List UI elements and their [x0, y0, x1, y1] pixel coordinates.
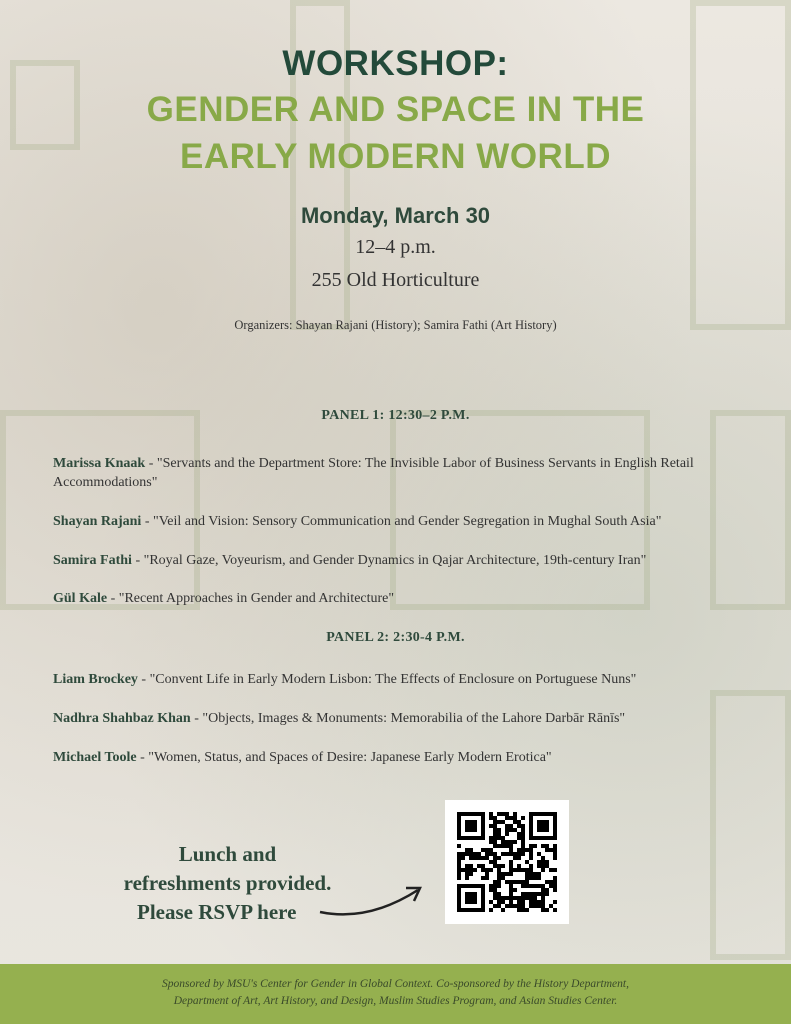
event-location: 255 Old Horticulture [311, 269, 480, 291]
speaker: Samira Fathi [53, 553, 132, 568]
speaker: Liam Brockey [53, 672, 138, 687]
talk-item [53, 551, 743, 570]
title-workshop: WORKSHOP: [282, 44, 509, 83]
speaker: Gül Kale [53, 591, 108, 606]
footer-line: Sponsored by MSU's Center for Gender in Global Context. Co-sponsored by the History Department, [162, 978, 629, 990]
title-line-3: EARLY MODERN WORLD [180, 137, 611, 176]
sponsor-footer [0, 964, 791, 1024]
organizers: Organizers: Shayan Rajani (History); Samira Fathi (Art History) [234, 318, 557, 332]
talk-item [53, 748, 743, 767]
talk-title: - "Objects, Images & Monuments: Memorabilia of the Lahore Darbār Rānīs" [190, 711, 626, 726]
arrow-icon [318, 870, 428, 920]
speaker: Marissa Knaak [53, 456, 146, 471]
talk-item [53, 670, 743, 689]
talk-title: - "Convent Life in Early Modern Lisbon: The Effects of Enclosure on Portuguese Nuns" [137, 672, 637, 687]
speaker: Michael Toole [53, 750, 137, 765]
speaker: Nadhra Shahbaz Khan [53, 711, 191, 726]
talk-title: - "Royal Gaze, Voyeurism, and Gender Dynamics in Qajar Architecture, 19th-century Iran" [131, 553, 647, 568]
rsvp-line: refreshments provided. [123, 871, 332, 895]
event-time: 12–4 p.m. [355, 236, 436, 258]
footer-line: Department of Art, Art History, and Design, Muslim Studies Program, and Asian Studies Center. [173, 995, 618, 1007]
panel-2-heading: PANEL 2: 2:30-4 P.M. [326, 630, 465, 645]
talk-title: - "Veil and Vision: Sensory Communication and Gender Segregation in Mughal South Asia" [141, 514, 662, 529]
talk-title: - "Recent Approaches in Gender and Architecture" [107, 591, 395, 606]
talk-title: - "Servants and the Department Store: The Invisible Labor of Business Servants in English Retail Accommodations" [53, 456, 694, 490]
talk-item [53, 454, 743, 492]
panel-1-heading: PANEL 1: 12:30–2 P.M. [321, 408, 470, 423]
rsvp-line: Please RSVP here [137, 900, 297, 924]
event-date: Monday, March 30 [300, 203, 491, 228]
talk-item [53, 512, 743, 531]
talk-item [53, 589, 743, 608]
talk-item [53, 709, 743, 728]
talk-title: - "Women, Status, and Spaces of Desire: Japanese Early Modern Erotica" [136, 750, 552, 765]
speaker: Shayan Rajani [53, 514, 142, 529]
rsvp-qr-code[interactable] [445, 800, 569, 924]
title-line-2: GENDER AND SPACE IN THE [146, 90, 645, 129]
rsvp-line: Lunch and [178, 842, 277, 866]
